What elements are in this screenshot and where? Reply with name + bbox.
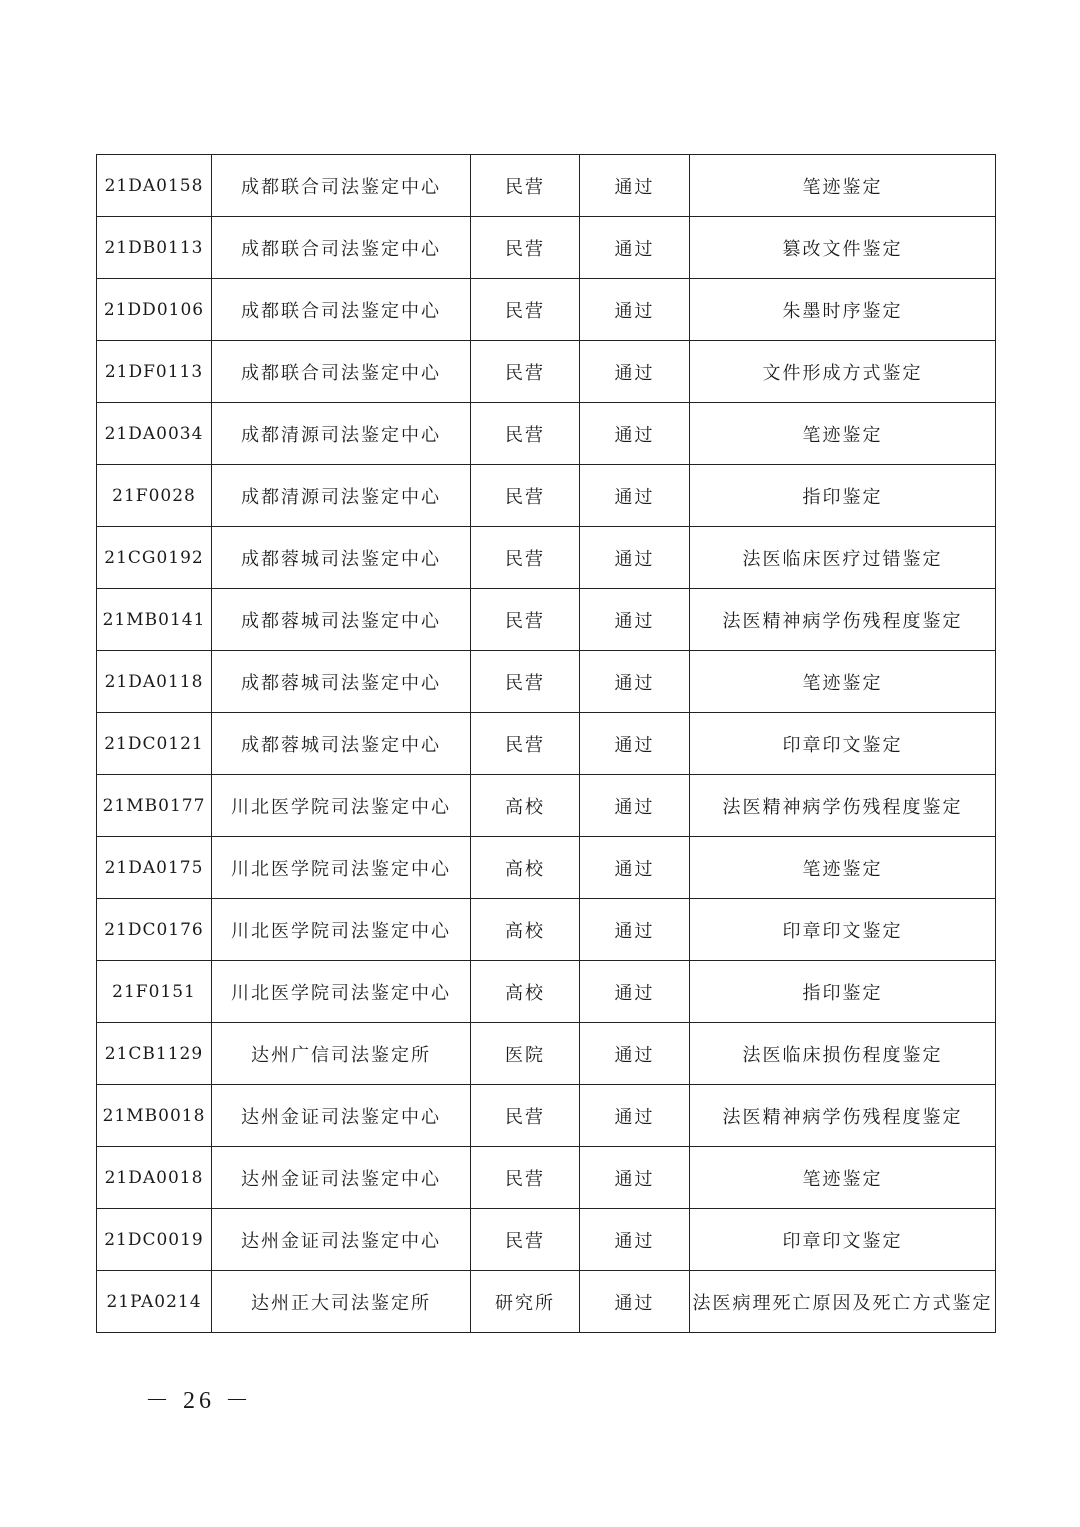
cell-result: 通过	[580, 1085, 690, 1147]
table-row	[97, 651, 996, 713]
table-body	[97, 155, 996, 1333]
cell-appraisal-item: 笔迹鉴定	[690, 403, 996, 465]
cell-appraisal-item: 法医精神病学伤残程度鉴定	[690, 1085, 996, 1147]
cell-appraisal-item: 法医临床医疗过错鉴定	[690, 527, 996, 589]
cell-code: 21MB0141	[97, 589, 212, 651]
cell-organization: 达州金证司法鉴定中心	[212, 1209, 471, 1271]
cell-result: 通过	[580, 279, 690, 341]
cell-appraisal-item: 指印鉴定	[690, 961, 996, 1023]
cell-organization: 成都联合司法鉴定中心	[212, 279, 471, 341]
cell-appraisal-item: 文件形成方式鉴定	[690, 341, 996, 403]
cell-result: 通过	[580, 775, 690, 837]
table-row	[97, 1023, 996, 1085]
table-row	[97, 1147, 996, 1209]
table-row	[97, 527, 996, 589]
cell-result: 通过	[580, 155, 690, 217]
table-row	[97, 341, 996, 403]
cell-organization: 川北医学院司法鉴定中心	[212, 775, 471, 837]
cell-result: 通过	[580, 465, 690, 527]
table-row	[97, 155, 996, 217]
cell-institution-type: 民营	[471, 465, 580, 527]
cell-code: 21DC0019	[97, 1209, 212, 1271]
cell-result: 通过	[580, 1147, 690, 1209]
cell-organization: 成都联合司法鉴定中心	[212, 217, 471, 279]
cell-organization: 川北医学院司法鉴定中心	[212, 899, 471, 961]
cell-organization: 成都蓉城司法鉴定中心	[212, 527, 471, 589]
cell-code: 21DC0176	[97, 899, 212, 961]
table-row	[97, 899, 996, 961]
cell-result: 通过	[580, 589, 690, 651]
cell-code: 21DA0018	[97, 1147, 212, 1209]
cell-appraisal-item: 笔迹鉴定	[690, 837, 996, 899]
table-row	[97, 217, 996, 279]
cell-institution-type: 高校	[471, 837, 580, 899]
cell-appraisal-item: 笔迹鉴定	[690, 1147, 996, 1209]
table-row	[97, 403, 996, 465]
cell-result: 通过	[580, 713, 690, 775]
cell-code: 21DF0113	[97, 341, 212, 403]
cell-code: 21DA0158	[97, 155, 212, 217]
cell-result: 通过	[580, 899, 690, 961]
cell-organization: 川北医学院司法鉴定中心	[212, 837, 471, 899]
cell-organization: 达州金证司法鉴定中心	[212, 1085, 471, 1147]
cell-organization: 成都蓉城司法鉴定中心	[212, 589, 471, 651]
cell-organization: 成都联合司法鉴定中心	[212, 341, 471, 403]
cell-code: 21MB0177	[97, 775, 212, 837]
cell-code: 21DD0106	[97, 279, 212, 341]
cell-institution-type: 民营	[471, 1085, 580, 1147]
cell-appraisal-item: 法医精神病学伤残程度鉴定	[690, 775, 996, 837]
cell-result: 通过	[580, 1023, 690, 1085]
cell-institution-type: 民营	[471, 279, 580, 341]
cell-code: 21DA0118	[97, 651, 212, 713]
table-row	[97, 465, 996, 527]
cell-appraisal-item: 指印鉴定	[690, 465, 996, 527]
cell-code: 21DC0121	[97, 713, 212, 775]
cell-institution-type: 民营	[471, 527, 580, 589]
table-row	[97, 775, 996, 837]
cell-institution-type: 高校	[471, 961, 580, 1023]
cell-result: 通过	[580, 341, 690, 403]
cell-appraisal-item: 法医精神病学伤残程度鉴定	[690, 589, 996, 651]
cell-code: 21F0151	[97, 961, 212, 1023]
cell-result: 通过	[580, 651, 690, 713]
cell-appraisal-item: 印章印文鉴定	[690, 713, 996, 775]
cell-result: 通过	[580, 1209, 690, 1271]
cell-appraisal-item: 印章印文鉴定	[690, 1209, 996, 1271]
cell-appraisal-item: 法医临床损伤程度鉴定	[690, 1023, 996, 1085]
cell-code: 21F0028	[97, 465, 212, 527]
cell-institution-type: 民营	[471, 155, 580, 217]
cell-institution-type: 高校	[471, 775, 580, 837]
cell-code: 21MB0018	[97, 1085, 212, 1147]
table-row	[97, 1271, 996, 1333]
cell-code: 21CB1129	[97, 1023, 212, 1085]
cell-result: 通过	[580, 403, 690, 465]
cell-organization: 达州正大司法鉴定所	[212, 1271, 471, 1333]
cell-code: 21DB0113	[97, 217, 212, 279]
cell-organization: 成都清源司法鉴定中心	[212, 465, 471, 527]
cell-institution-type: 民营	[471, 1147, 580, 1209]
cell-organization: 成都蓉城司法鉴定中心	[212, 651, 471, 713]
table-row	[97, 589, 996, 651]
cell-appraisal-item: 朱墨时序鉴定	[690, 279, 996, 341]
cell-organization: 成都清源司法鉴定中心	[212, 403, 471, 465]
table-row	[97, 961, 996, 1023]
cell-result: 通过	[580, 1271, 690, 1333]
cell-institution-type: 民营	[471, 589, 580, 651]
cell-code: 21DA0034	[97, 403, 212, 465]
cell-institution-type: 研究所	[471, 1271, 580, 1333]
cell-result: 通过	[580, 527, 690, 589]
cell-code: 21CG0192	[97, 527, 212, 589]
cell-code: 21DA0175	[97, 837, 212, 899]
cell-institution-type: 民营	[471, 1209, 580, 1271]
cell-institution-type: 民营	[471, 341, 580, 403]
cell-organization: 达州广信司法鉴定所	[212, 1023, 471, 1085]
cell-code: 21PA0214	[97, 1271, 212, 1333]
cell-result: 通过	[580, 837, 690, 899]
cell-institution-type: 民营	[471, 651, 580, 713]
cell-appraisal-item: 印章印文鉴定	[690, 899, 996, 961]
table-row	[97, 1085, 996, 1147]
cell-appraisal-item: 笔迹鉴定	[690, 651, 996, 713]
cell-institution-type: 高校	[471, 899, 580, 961]
cell-appraisal-item: 笔迹鉴定	[690, 155, 996, 217]
table-row	[97, 713, 996, 775]
cell-organization: 川北医学院司法鉴定中心	[212, 961, 471, 1023]
cell-organization: 成都联合司法鉴定中心	[212, 155, 471, 217]
results-table	[96, 154, 996, 1333]
table-row	[97, 1209, 996, 1271]
cell-result: 通过	[580, 961, 690, 1023]
cell-institution-type: 民营	[471, 217, 580, 279]
cell-institution-type: 民营	[471, 713, 580, 775]
cell-institution-type: 民营	[471, 403, 580, 465]
cell-organization: 达州金证司法鉴定中心	[212, 1147, 471, 1209]
cell-result: 通过	[580, 217, 690, 279]
cell-institution-type: 医院	[471, 1023, 580, 1085]
table-row	[97, 279, 996, 341]
cell-organization: 成都蓉城司法鉴定中心	[212, 713, 471, 775]
cell-appraisal-item: 篡改文件鉴定	[690, 217, 996, 279]
table-row	[97, 837, 996, 899]
page-number: － 26 －	[145, 1388, 253, 1414]
cell-appraisal-item: 法医病理死亡原因及死亡方式鉴定	[690, 1271, 996, 1333]
